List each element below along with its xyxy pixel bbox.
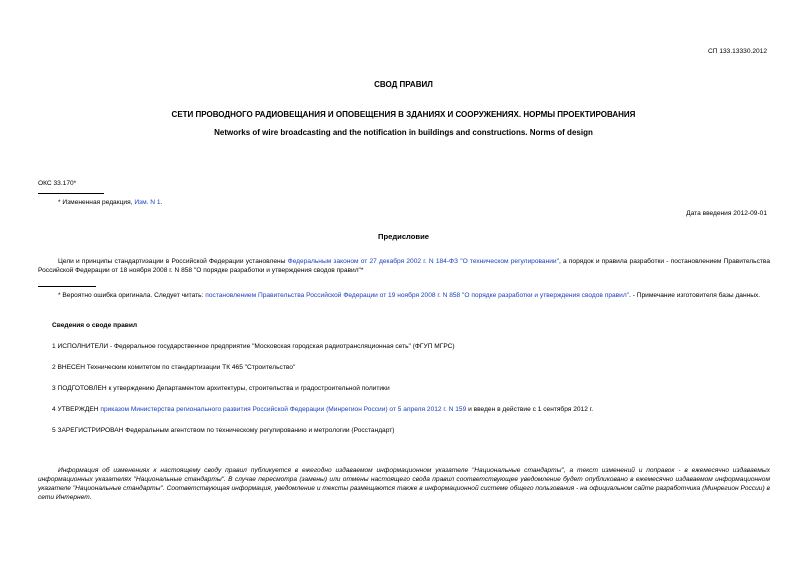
preface-heading: Предисловие	[378, 232, 429, 241]
footnote-text-1: * Вероятно ошибка оригинала. Следует читать:	[58, 292, 206, 299]
federal-law-link[interactable]: Федеральным законом от 27 декабря 2002 г. N 184-ФЗ "О техническом регулировании"	[287, 258, 559, 265]
document-kind-title: СВОД ПРАВИЛ	[374, 80, 433, 89]
info-section-heading: Сведения о своде правил	[52, 322, 138, 329]
edition-note	[58, 199, 162, 208]
government-decree-link[interactable]: постановлением Правительства Российской Федерации от 19 ноября 2008 г. N 858 "О порядке разработки и утверждения сводов правил"	[205, 292, 630, 299]
changes-info-paragraph: Информация об изменениях к настоящему своду правил публикуется в ежегодно издаваемом информационном указателе "Национальные стандарты", а текст изменений и поправок - в ежемесячно издаваемых информационных указателях "Национальные стандарты". В случае пересмотра (замены) или отмены настоящего свода правил соответствующее уведомление будет опубликовано в ежемесячно издаваемом информационном указателе "Национальные стандарты". Соответствующая информация, уведомление и тексты размещаются также в информационной системе общего пользования - на официальном сайте разработчика (Минрегион России) в сети Интернет.	[38, 467, 770, 501]
ministry-order-link[interactable]: приказом Министерства регионального развития Российской Федерации (Минрегион России) от 5 апреля 2012 г. N 159	[100, 406, 467, 413]
info-item-2: 2 ВНЕСЕН Техническим комитетом по стандартизации ТК 465 "Строительство"	[52, 364, 296, 371]
preface-text-1: Цели и принципы стандартизации в Российской Федерации установлены	[58, 258, 288, 265]
intro-date: Дата введения 2012-09-01	[686, 210, 767, 217]
footnote-paragraph	[38, 292, 770, 301]
preface-paragraph	[38, 258, 770, 276]
amendment-link[interactable]: Изм. N 1	[134, 199, 161, 206]
info-item-4-text-2: и введен в действие с 1 сентября 2012 г.	[466, 406, 594, 413]
footnote-text-2: . - Примечание изготовителя базы данных.	[629, 292, 761, 299]
preface-text-2: , а порядок и правила разработки - постановлением Правительства Российской Федерации от 18 ноября 2008 г. N 858 "О порядке разработки и утверждения сводов правил"*	[38, 258, 771, 274]
footnote-divider-2	[38, 286, 96, 287]
document-title-ru: СЕТИ ПРОВОДНОГО РАДИОВЕЩАНИЯ И ОПОВЕЩЕНИЯ В ЗДАНИЯХ И СООРУЖЕНИЯХ. НОРМЫ ПРОЕКТИРОВАНИЯ	[171, 110, 636, 119]
footnote-divider	[38, 193, 104, 194]
document-code: СП 133.13330.2012	[707, 48, 767, 55]
oks-code: ОКС 33.170*	[38, 180, 77, 187]
edition-note-prefix: * Измененная редакция,	[58, 199, 135, 206]
info-item-4	[52, 406, 593, 415]
info-item-5: 5 ЗАРЕГИСТРИРОВАН Федеральным агентством по техническому регулированию и метрологии (Росстандарт)	[52, 427, 395, 434]
info-item-4-text-1: 4 УТВЕРЖДЕН	[52, 406, 101, 413]
info-item-3: 3 ПОДГОТОВЛЕН к утверждению Департаментом архитектуры, строительства и градостроительной политики	[52, 385, 390, 392]
info-item-1: 1 ИСПОЛНИТЕЛИ - Федеральное государственное предприятие "Московская городская радиотрансляционная сеть" (ФГУП МГРС)	[52, 343, 455, 350]
document-title-en: Networks of wire broadcasting and the notification in buildings and constructions. Norms of design	[214, 128, 593, 137]
edition-note-suffix: .	[160, 199, 163, 206]
